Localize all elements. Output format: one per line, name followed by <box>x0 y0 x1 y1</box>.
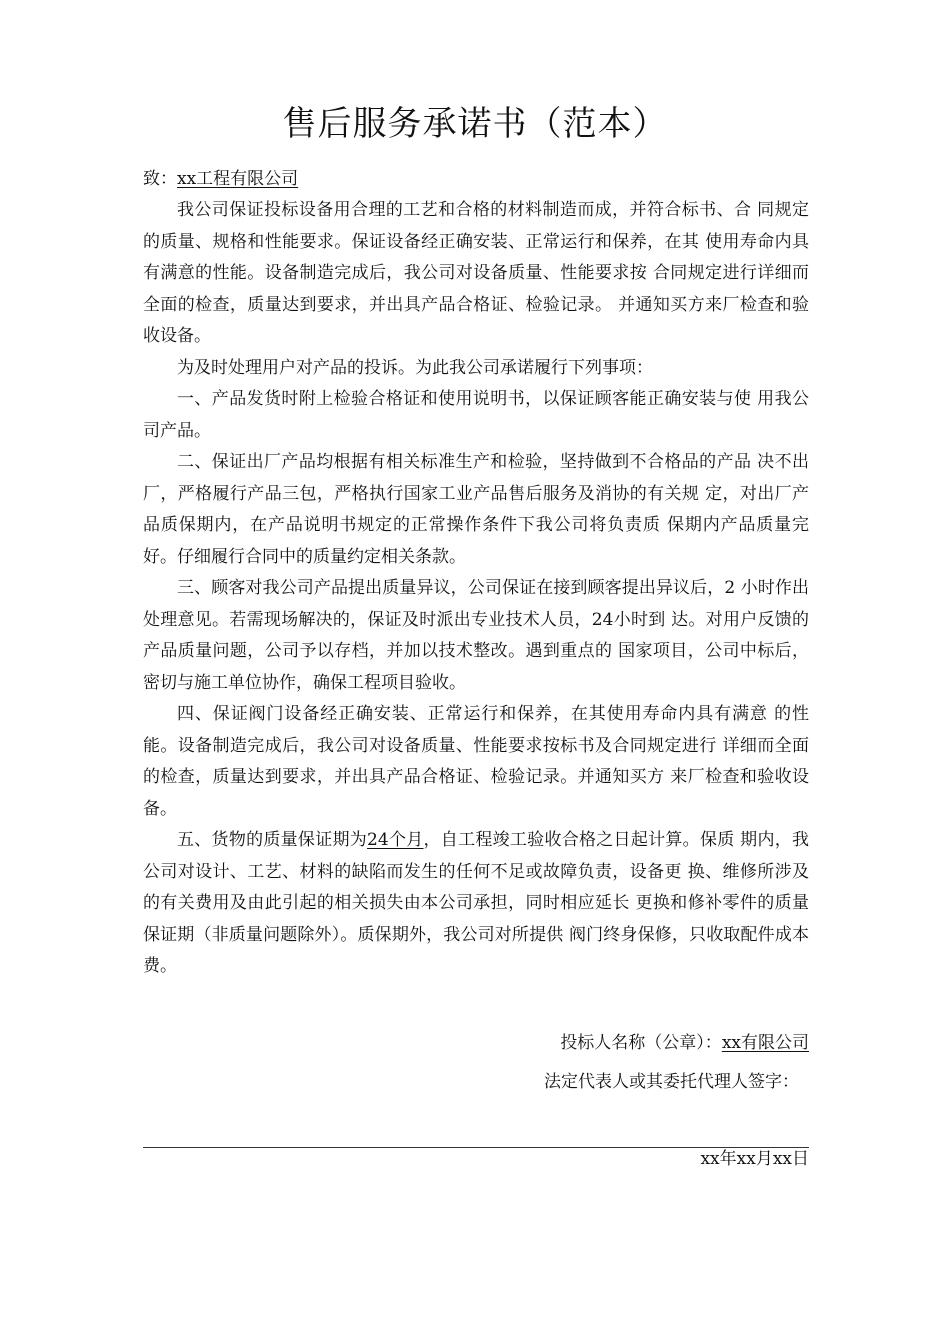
paragraph-item-3: 三、顾客对我公司产品提出质量异议，公司保证在接到顾客提出异议后，2 小时作出处理意见。若需现场解决的，保证及时派出专业技术人员，24小时到 达。对用户反馈的产品质量问题，公司予以存档，并加以技术整改。遇到重点的 国家项目，公司中标后，密切与施工单位协作，确保工程项目验收。 <box>143 578 809 693</box>
document-title: 售后服务承诺书（范本） <box>282 104 668 144</box>
paragraph-guarantee: 我公司保证投标设备用合理的工艺和合格的材料制造而成，并符合标书、合 同规定的质量、规格和性能要求。保证设备经正确安装、正常运行和保养，在其 使用寿命内具有满意的性能。设备制造完成后，我公司对设备质量、性能要求按 合同规定进行详细而全面的检查，质量达到要求，并出具产品合格证、检验记录。 并通知买方来厂检查和验收设备。 <box>143 200 809 346</box>
warranty-period: 24个月 <box>367 830 424 850</box>
document-date: xx年xx月xx日 <box>700 1149 809 1169</box>
salutation-prefix: 致： <box>143 169 177 189</box>
warranty-text-before: 五、货物的质量保证期为 <box>177 830 368 850</box>
warranty-text-after: ，自工程竣工验收合格之日起计算。保质 期内，我公司对设计、工艺、材料的缺陷而发生的任何不足或故障负责，设备更 换、维修所涉及的有关费用及由此引起的相关损失由本公司承担，同时相应延长 更换和修补零件的质量保证期（非质量问题除外）。质保期外，我公司对所提供 阀门终身保修，只收取配件成本费。 <box>143 830 810 976</box>
signature-block <box>143 1028 809 1060</box>
paragraph-item-5 <box>143 825 809 983</box>
paragraph-item-4: 四、保证阀门设备经正确安装、正常运行和保养，在其使用寿命内具有满意 的性能。设备制造完成后，我公司对设备质量、性能要求按标书及合同规定进行 详细而全面的检查，质量达到要求，并出具产品合格证、检验记录。并通知买方 来厂检查和验收设备。 <box>143 704 809 819</box>
representative-line <box>143 1067 809 1099</box>
representative-label: 法定代表人或其委托代理人签字： <box>544 1072 799 1092</box>
bidder-line <box>143 1028 809 1060</box>
paragraph-item-1: 一、产品发货时附上检验合格证和使用说明书，以保证顾客能正确安装与使 用我公司产品。 <box>143 389 809 441</box>
paragraph-item-2: 二、保证出厂产品均根据有相关标准生产和检验，坚持做到不合格品的产品 决不出厂，严格履行产品三包，严格执行国家工业产品售后服务及消协的有关规 定，对出厂产品质保期内，在产品说明书规定的正常操作条件下我公司将负责质 保期内产品质量完好。仔细履行合同中的质量约定相关条款。 <box>143 452 809 567</box>
salutation <box>143 164 298 196</box>
recipient-name: xx工程有限公司 <box>177 169 299 189</box>
paragraph-intro: 为及时处理用户对产品的投诉。为此我公司承诺履行下列事项： <box>177 357 653 378</box>
document-body <box>143 195 809 983</box>
bidder-label: 投标人名称（公章）： <box>560 1033 722 1053</box>
bidder-name: xx有限公司 <box>721 1033 809 1053</box>
